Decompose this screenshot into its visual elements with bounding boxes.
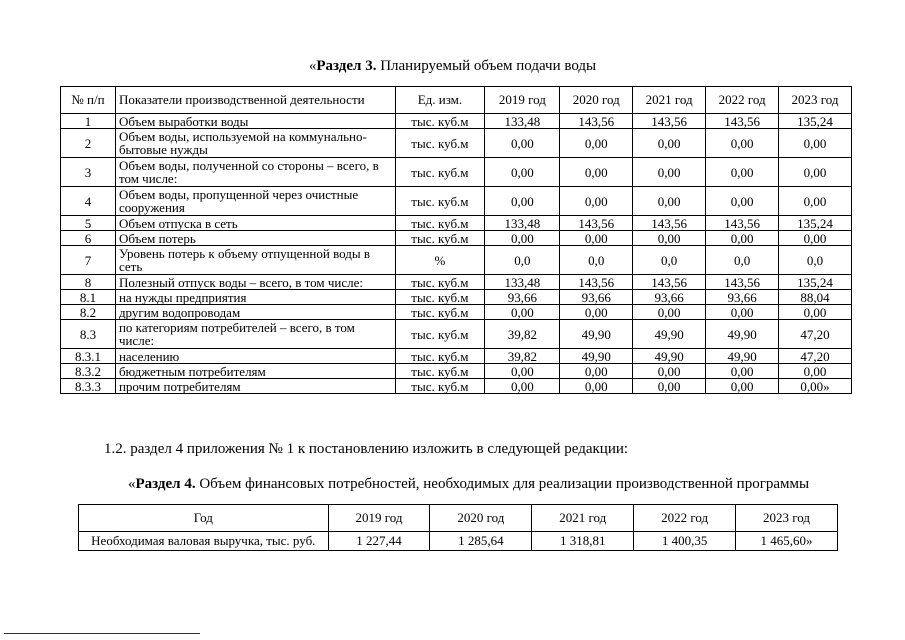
row-number: 8.3.3 <box>61 379 116 394</box>
header-cell: Ед. изм. <box>395 87 485 114</box>
section-4-label: Раздел 4. <box>135 476 196 492</box>
table-header-row <box>79 505 838 532</box>
unit-cell: тыс. куб.м <box>395 290 485 305</box>
value-cell: 143,56 <box>633 216 706 231</box>
header-cell: 2021 год <box>532 505 634 532</box>
value-cell: 39,82 <box>485 349 560 364</box>
indicator-name: Уровень потерь к объему отпущенной воды в сеть <box>115 246 395 275</box>
value-cell: 1 400,35 <box>634 532 736 551</box>
value-cell: 0,00 <box>485 158 560 187</box>
header-cell: Год <box>79 505 329 532</box>
value-cell: 0,00 <box>779 187 852 216</box>
row-number: 8.3 <box>61 320 116 349</box>
row-number: 8.3.2 <box>61 364 116 379</box>
indicator-name: бюджетным потребителям <box>115 364 395 379</box>
value-cell: 0,00 <box>706 158 779 187</box>
header-cell: 2020 год <box>560 87 633 114</box>
value-cell: 47,20 <box>779 349 852 364</box>
value-cell: 0,00 <box>485 231 560 246</box>
value-cell: 0,00 <box>560 364 633 379</box>
unit-cell: тыс. куб.м <box>395 349 485 364</box>
row-number: 8.3.1 <box>61 349 116 364</box>
value-cell: 0,00 <box>560 129 633 158</box>
value-cell: 143,56 <box>560 216 633 231</box>
value-cell: 49,90 <box>560 320 633 349</box>
section-4-quote: « <box>128 476 136 492</box>
value-cell: 0,00 <box>485 187 560 216</box>
water-supply-table <box>60 86 852 394</box>
row-number: 7 <box>61 246 116 275</box>
row-number: 6 <box>61 231 116 246</box>
value-cell: 0,00» <box>779 379 852 394</box>
value-cell: 1 318,81 <box>532 532 634 551</box>
value-cell: 0,00 <box>633 379 706 394</box>
value-cell: 135,24 <box>779 114 852 129</box>
unit-cell: тыс. куб.м <box>395 275 485 290</box>
value-cell: 0,00 <box>779 129 852 158</box>
indicator-name: прочим потребителям <box>115 379 395 394</box>
table-header-row <box>61 87 852 114</box>
value-cell: 0,00 <box>633 231 706 246</box>
value-cell: 143,56 <box>706 216 779 231</box>
value-cell: 143,56 <box>560 114 633 129</box>
section-3-heading: Планируемый объем подачи воды <box>376 58 597 74</box>
value-cell: 0,0 <box>633 246 706 275</box>
value-cell: 1 465,60» <box>736 532 838 551</box>
value-cell: 0,00 <box>485 379 560 394</box>
value-cell: 49,90 <box>560 349 633 364</box>
row-number: 8.2 <box>61 305 116 320</box>
value-cell: 0,00 <box>633 129 706 158</box>
value-cell: 0,00 <box>485 129 560 158</box>
value-cell: 0,00 <box>633 187 706 216</box>
unit-cell: тыс. куб.м <box>395 320 485 349</box>
table-row <box>61 320 852 349</box>
value-cell: 133,48 <box>485 114 560 129</box>
value-cell: 88,04 <box>779 290 852 305</box>
value-cell: 0,00 <box>706 364 779 379</box>
table-row <box>61 129 852 158</box>
row-number: 8 <box>61 275 116 290</box>
value-cell: 0,00 <box>485 364 560 379</box>
table-row <box>61 187 852 216</box>
indicator-name: Объем воды, используемой на коммунально-бытовые нужды <box>115 129 395 158</box>
section-3-title <box>0 58 905 75</box>
header-cell: 2019 год <box>485 87 560 114</box>
indicator-name: населению <box>115 349 395 364</box>
unit-cell: тыс. куб.м <box>395 364 485 379</box>
value-cell: 0,00 <box>633 305 706 320</box>
value-cell: 49,90 <box>706 320 779 349</box>
value-cell: 1 227,44 <box>328 532 430 551</box>
value-cell: 143,56 <box>706 114 779 129</box>
unit-cell: тыс. куб.м <box>395 216 485 231</box>
indicator-name: по категориям потребителей – всего, в том числе: <box>115 320 395 349</box>
header-cell: 2023 год <box>736 505 838 532</box>
value-cell: 0,0 <box>779 246 852 275</box>
value-cell: 0,00 <box>706 305 779 320</box>
header-cell: Показатели производственной деятельности <box>115 87 395 114</box>
section-3-label: Раздел 3. <box>316 58 377 74</box>
indicator-name: Объем отпуска в сеть <box>115 216 395 231</box>
table-row <box>61 290 852 305</box>
indicator-name: Объем воды, пропущенной через очистные сооружения <box>115 187 395 216</box>
section-4-heading: Объем финансовых потребностей, необходимых для реализации производственной программы <box>195 476 810 492</box>
unit-cell: тыс. куб.м <box>395 187 485 216</box>
indicator-name: Объем воды, полученной со стороны – всего, в том числе: <box>115 158 395 187</box>
header-cell: 2023 год <box>779 87 852 114</box>
value-cell: 135,24 <box>779 216 852 231</box>
table-row <box>61 305 852 320</box>
value-cell: 0,00 <box>560 158 633 187</box>
value-cell: 0,00 <box>706 231 779 246</box>
indicator-name: Объем выработки воды <box>115 114 395 129</box>
value-cell: 93,66 <box>485 290 560 305</box>
value-cell: 143,56 <box>633 114 706 129</box>
section-4-title <box>128 476 809 493</box>
value-cell: 0,00 <box>560 379 633 394</box>
table-row <box>79 532 838 551</box>
unit-cell: тыс. куб.м <box>395 158 485 187</box>
value-cell: 0,00 <box>779 158 852 187</box>
header-cell: 2021 год <box>633 87 706 114</box>
header-cell: 2019 год <box>328 505 430 532</box>
value-cell: 49,90 <box>633 349 706 364</box>
value-cell: 0,00 <box>633 364 706 379</box>
value-cell: 0,00 <box>485 305 560 320</box>
table-row <box>61 379 852 394</box>
value-cell: 49,90 <box>633 320 706 349</box>
value-cell: 0,00 <box>779 305 852 320</box>
indicator-name: Полезный отпуск воды – всего, в том числе: <box>115 275 395 290</box>
row-number: 3 <box>61 158 116 187</box>
unit-cell: тыс. куб.м <box>395 114 485 129</box>
header-cell: 2020 год <box>430 505 532 532</box>
table-row <box>61 364 852 379</box>
table-row <box>61 216 852 231</box>
header-cell: 2022 год <box>634 505 736 532</box>
value-cell: 39,82 <box>485 320 560 349</box>
row-number: 4 <box>61 187 116 216</box>
row-number: 2 <box>61 129 116 158</box>
value-cell: 47,20 <box>779 320 852 349</box>
value-cell: 133,48 <box>485 216 560 231</box>
value-cell: 0,00 <box>560 231 633 246</box>
value-cell: 0,00 <box>779 364 852 379</box>
value-cell: 0,0 <box>560 246 633 275</box>
value-cell: 93,66 <box>633 290 706 305</box>
header-cell: № п/п <box>61 87 116 114</box>
unit-cell: тыс. куб.м <box>395 305 485 320</box>
value-cell: 143,56 <box>633 275 706 290</box>
value-cell: 93,66 <box>706 290 779 305</box>
table-row <box>61 158 852 187</box>
value-cell: 0,0 <box>706 246 779 275</box>
value-cell: 49,90 <box>706 349 779 364</box>
indicator-name: на нужды предприятия <box>115 290 395 305</box>
table-row <box>61 275 852 290</box>
indicator-name: другим водопроводам <box>115 305 395 320</box>
unit-cell: тыс. куб.м <box>395 379 485 394</box>
value-cell: 0,00 <box>633 158 706 187</box>
value-cell: 1 285,64 <box>430 532 532 551</box>
value-cell: 0,00 <box>706 379 779 394</box>
value-cell: 0,00 <box>779 231 852 246</box>
footer-rule <box>4 633 200 634</box>
value-cell: 143,56 <box>706 275 779 290</box>
value-cell: 0,0 <box>485 246 560 275</box>
indicator-name: Объем потерь <box>115 231 395 246</box>
table-row <box>61 231 852 246</box>
value-cell: 0,00 <box>560 305 633 320</box>
value-cell: 93,66 <box>560 290 633 305</box>
unit-cell: тыс. куб.м <box>395 129 485 158</box>
row-number: 1 <box>61 114 116 129</box>
table-row <box>61 349 852 364</box>
value-cell: 133,48 <box>485 275 560 290</box>
unit-cell: тыс. куб.м <box>395 231 485 246</box>
unit-cell: % <box>395 246 485 275</box>
value-cell: 0,00 <box>706 187 779 216</box>
value-cell: 143,56 <box>560 275 633 290</box>
row-number: 5 <box>61 216 116 231</box>
value-cell: 0,00 <box>560 187 633 216</box>
row-label: Необходимая валовая выручка, тыс. руб. <box>79 532 329 551</box>
table-row <box>61 114 852 129</box>
instruction-paragraph: 1.2. раздел 4 приложения № 1 к постановлению изложить в следующей редакции: <box>104 441 629 457</box>
section-3-quote: « <box>308 58 317 74</box>
row-number: 8.1 <box>61 290 116 305</box>
table-row <box>61 246 852 275</box>
value-cell: 135,24 <box>779 275 852 290</box>
value-cell: 0,00 <box>706 129 779 158</box>
header-cell: 2022 год <box>706 87 779 114</box>
financial-needs-table <box>78 504 838 551</box>
